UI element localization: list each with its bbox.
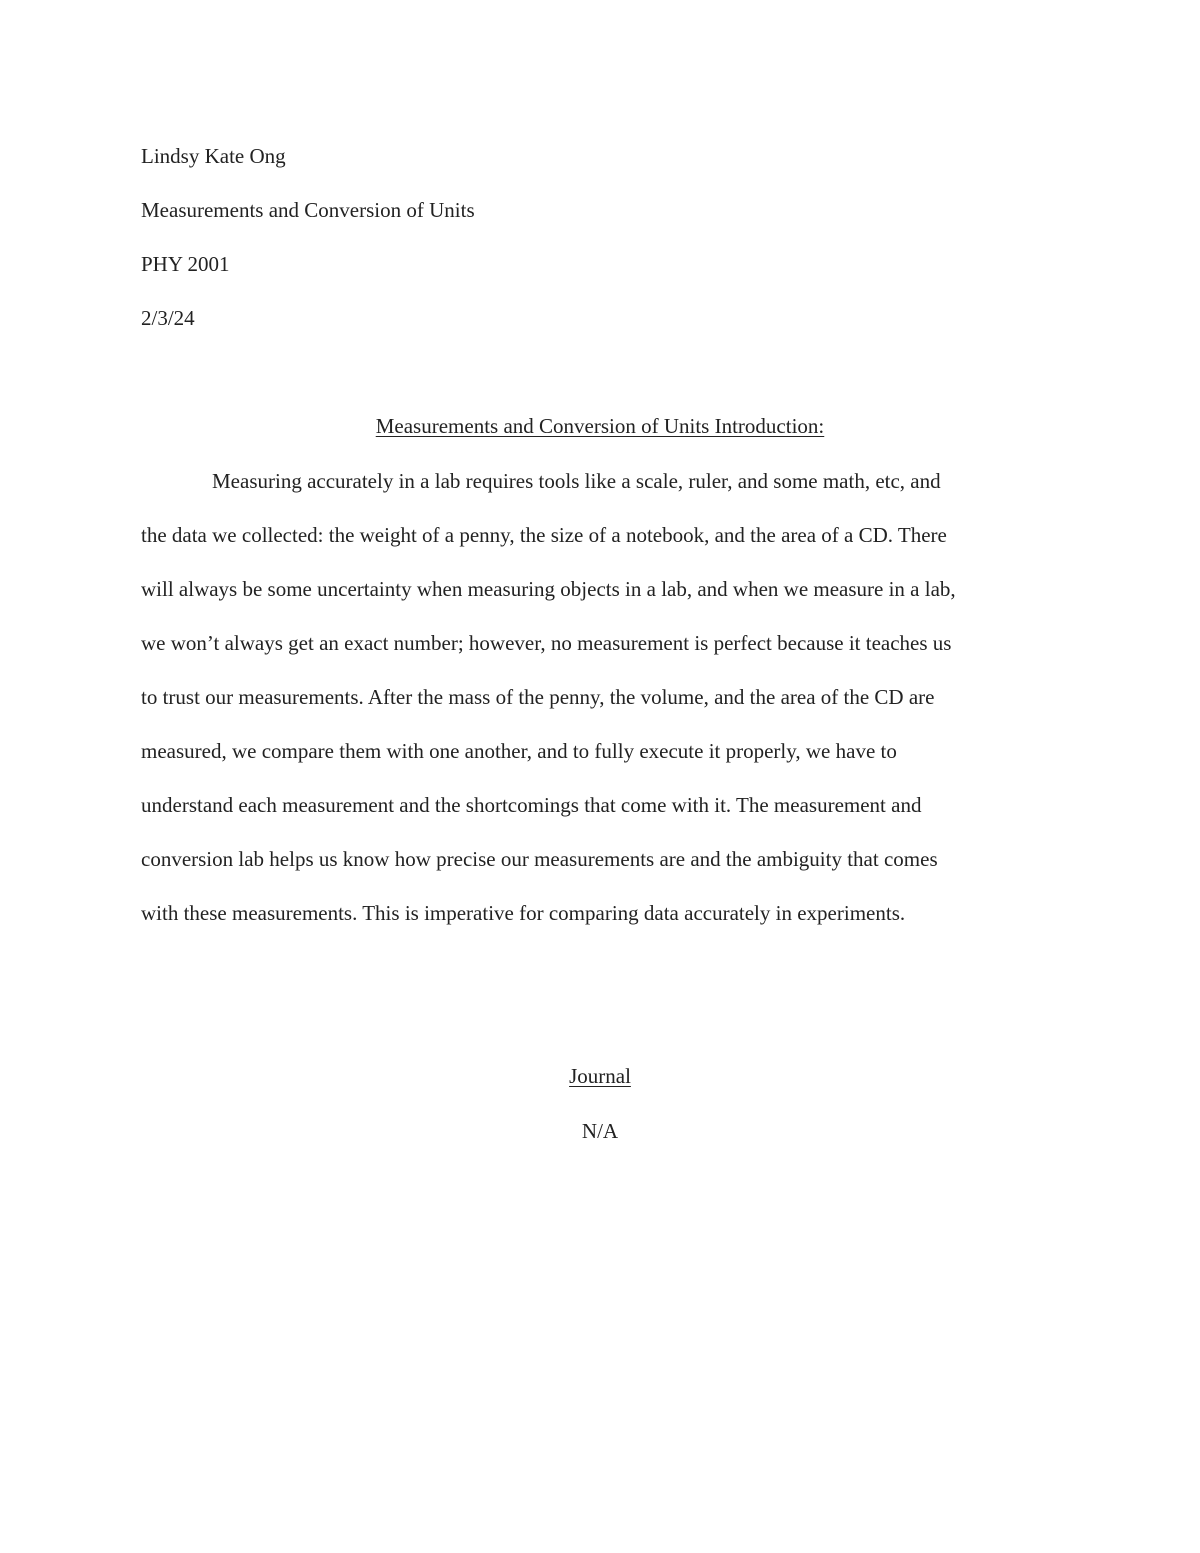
date: 2/3/24: [141, 306, 195, 330]
paragraph-line: conversion lab helps us know how precise our measurements are and the ambiguity that comes: [141, 847, 938, 871]
journal-heading: Journal: [569, 1064, 631, 1088]
paragraph-line: will always be some uncertainty when measuring objects in a lab, and when we measure in a lab,: [141, 577, 956, 601]
paragraph-line: understand each measurement and the shortcomings that come with it. The measurement and: [141, 793, 922, 817]
journal-content: N/A: [581, 1119, 619, 1143]
paragraph-line: with these measurements. This is imperative for comparing data accurately in experiments.: [141, 901, 906, 925]
introduction-heading-row: [0, 413, 1200, 439]
paragraph-line: we won’t always get an exact number; however, no measurement is perfect because it teaches us: [141, 631, 952, 655]
assignment-title: Measurements and Conversion of Units: [141, 198, 475, 222]
journal-heading-row: [0, 1063, 1200, 1089]
paragraph-line: the data we collected: the weight of a penny, the size of a notebook, and the area of a CD. There: [141, 523, 947, 547]
author-name: Lindsy Kate Ong: [141, 144, 286, 168]
paragraph-line: measured, we compare them with one another, and to fully execute it properly, we have to: [141, 739, 897, 763]
paragraph-line: Measuring accurately in a lab requires tools like a scale, ruler, and some math, etc, and: [212, 469, 941, 493]
course-code: PHY 2001: [141, 252, 230, 276]
introduction-heading: Measurements and Conversion of Units Introduction:: [375, 414, 825, 438]
paragraph-line: to trust our measurements. After the mass of the penny, the volume, and the area of the CD are: [141, 685, 935, 709]
